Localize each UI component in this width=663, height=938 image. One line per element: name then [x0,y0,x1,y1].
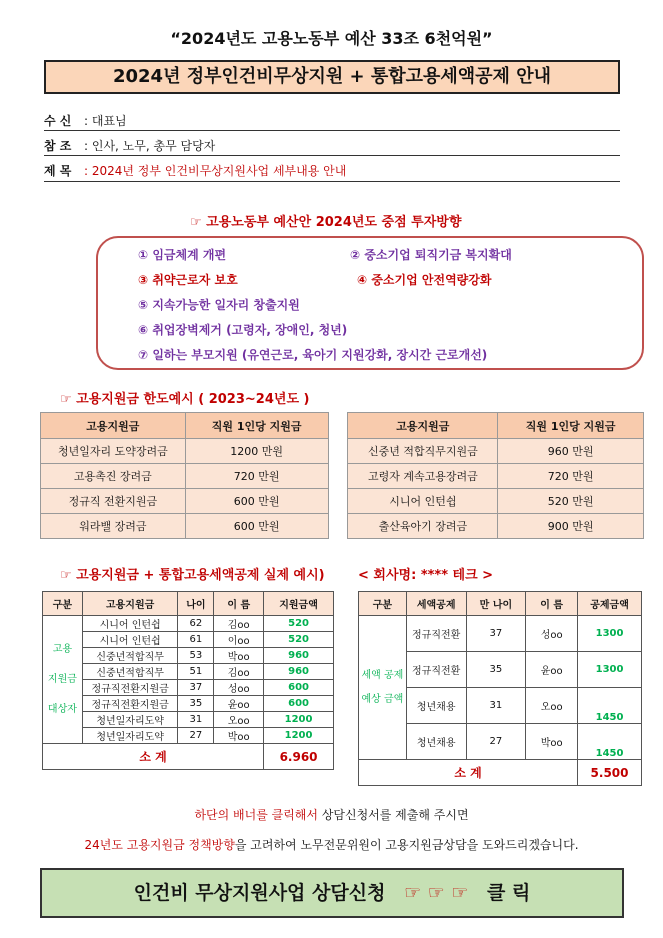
policy-item: ⑤ 지속가능한 일자리 창출지원 [138,298,300,312]
meta-cc: 참 조 : 인사, 노무, 총무 담당자 [44,139,216,153]
col-header: 직원 1인당 지원금 [498,413,644,439]
tax-example-table: 구분 세액공제 만 나이 이 름 공제금액 세액 공제 예상 금액 정규직전환 37 성oo 1300 정규직전환 35 윤oo 1300 청년채용 31 오oo 1450 청년채용 27 박oo 1450 소 계 5.500 [358,591,642,786]
col-header: 고용지원금 [41,413,186,439]
col-header: 직원 1인당 지원금 [185,413,328,439]
table-row: 고용촉진 장려금 720 만원 고령자 계속고용장려금 720 만원 [41,464,644,489]
table-row: 정규직 전환지원금 600 만원 시니어 인턴쉽 520 만원 [41,489,644,514]
support-example-table: 구분 고용지원금 나이 이 름 지원금액 고용 지원금 대상자 시니어 인턴쉽 62 김oo 520 시니어 인턴쉽 61 이oo 520 신중년적합직무 53 박oo 960 신중년적합직무 51 김oo 960 정규직전환지원금 37 성oo 600 정규직전환지원금 35 윤oo 600 청년일자리도약 31 오oo 1200 청년일자리도약 27 박oo 1200 소 계 6.960 [42,591,334,770]
policy-heading: ☞ 고용노동부 예산안 2024년도 중점 투자방향 [190,215,462,230]
limit-table [40,412,644,539]
consultation-banner[interactable] [40,868,624,918]
example-heading: ☞ 고용지원금 + 통합고용세액공제 실제 예시) [60,568,325,583]
policy-item: ⑥ 취업장벽제거 (고령자, 장애인, 청년) [138,323,348,337]
policy-item: ③ 취약근로자 보호 [138,273,238,287]
company-name: < 회사명: **** 테크 > [358,568,494,583]
divider [44,155,620,156]
meta-to: 수 신 : 대표님 [44,114,127,128]
footer-line-2: 24년도 고용지원금 정책방향을 고려하여 노무전문위원이 고용지원금상담을 도와드리겠습니다. [84,838,579,852]
policy-item: ① 임금체계 개편 [138,248,227,262]
table-row: 워라밸 장려금 600 만원 출산육아기 장려금 900 만원 [41,514,644,539]
headline: “2024년도 고용노동부 예산 33조 6천억원” [170,29,493,48]
group-label: 세액 공제 예상 금액 [359,616,407,760]
footer-line-1: 하단의 배너를 클릭해서 상담신청서를 제출해 주시면 [194,808,469,822]
col-header: 고용지원금 [348,413,498,439]
policy-item: ⑦ 일하는 부모지원 (유연근로, 육아기 지원강화, 장시간 근로개선) [138,348,488,362]
divider [44,181,620,182]
pointing-hand-icon: ☞ ☞ ☞ [404,882,469,904]
page-title: 2024년 정부인건비무상지원 + 통합고용세액공제 안내 [44,60,620,94]
table-row: 청년일자리 도약장려금 1200 만원 신중년 적합직무지원금 960 만원 [41,439,644,464]
banner-label: 인건비 무상지원사업 상담신청 [133,882,386,904]
policy-item: ② 중소기업 퇴직기금 복지확대 [350,248,512,262]
divider [44,130,620,131]
click-label: 클 릭 [487,882,531,904]
group-label: 고용 지원금 대상자 [43,616,83,744]
meta-subject: 제 목 : 2024년 정부 인건비무상지원사업 세부내용 안내 [44,164,347,178]
limit-heading: ☞ 고용지원금 한도예시 ( 2023~24년도 ) [60,392,310,407]
policy-item: ④ 중소기업 안전역량강화 [357,273,492,287]
